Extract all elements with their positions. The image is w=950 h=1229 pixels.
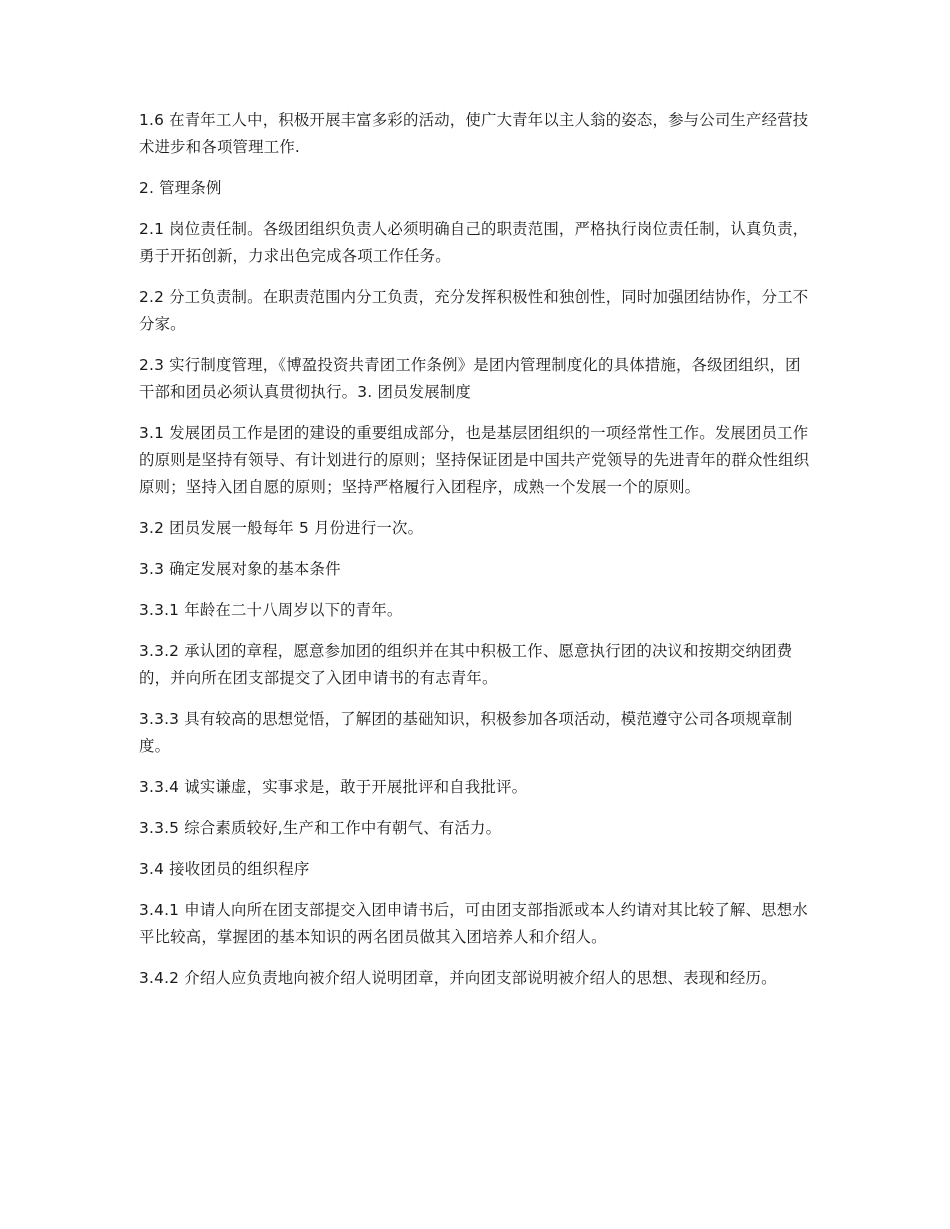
paragraph-3-3-2: 3.3.2 承认团的章程，愿意参加团的组织并在其中积极工作、愿意执行团的决议和按期交纳团费的，并向所在团支部提交了入团申请书的有志青年。 xyxy=(139,642,793,687)
paragraph-3-3-5: 3.3.5 综合素质较好,生产和工作中有朝气、有活力。 xyxy=(139,819,502,837)
paragraph-3-2: 3.2 团员发展一般每年 5 月份进行一次。 xyxy=(139,519,424,537)
paragraph-3-4-1: 3.4.1 申请人向所在团支部提交入团申请书后，可由团支部指派或本人约请对其比较了解、思想水平比较高，掌握团的基本知识的两名团员做其入团培养人和介绍人。 xyxy=(139,901,808,946)
paragraph-2-1: 2.1 岗位责任制。各级团组织负责人必须明确自己的职责范围，严格执行岗位责任制，认真负责，勇于开拓创新，力求出色完成各项工作任务。 xyxy=(139,220,809,265)
paragraph-3-3-3: 3.3.3 具有较高的思想觉悟，了解团的基础知识，积极参加各项活动，模范遵守公司各项规章制度。 xyxy=(139,710,793,755)
paragraph-2-2: 2.2 分工负责制。在职责范围内分工负责，充分发挥积极性和独创性，同时加强团结协作，分工不分家。 xyxy=(139,288,809,333)
heading-3-4: 3.4 接收团员的组织程序 xyxy=(139,860,310,878)
paragraph-1-6: 1.6 在青年工人中，积极开展丰富多彩的活动，使广大青年以主人翁的姿态，参与公司生产经营技术进步和各项管理工作. xyxy=(139,111,809,156)
paragraph-3-3-4: 3.3.4 诚实谦虚，实事求是，敢于开展批评和自我批评。 xyxy=(139,778,528,796)
heading-2-management-rules: 2. 管理条例 xyxy=(139,179,222,197)
paragraph-3-1: 3.1 发展团员工作是团的建设的重要组成部分，也是基层团组织的一项经常性工作。发展团员工作的原则是坚持有领导、有计划进行的原则；坚持保证团是中国共产党领导的先进青年的群众性组织原则；坚持入团自愿的原则；坚持严格履行入团程序，成熟一个发展一个的原则。 xyxy=(139,424,810,496)
paragraph-3-3-1: 3.3.1 年龄在二十八周岁以下的青年。 xyxy=(139,601,403,619)
heading-3-3: 3.3 确定发展对象的基本条件 xyxy=(139,560,341,578)
paragraph-3-4-2: 3.4.2 介绍人应负责地向被介绍人说明团章，并向团支部说明被介绍人的思想、表现和经历。 xyxy=(139,969,777,987)
paragraph-2-3: 2.3 实行制度管理，《博盈投资共青团工作条例》是团内管理制度化的具体措施，各级团组织，团干部和团员必须认真贯彻执行。3. 团员发展制度 xyxy=(139,356,801,401)
document-body xyxy=(139,107,815,1006)
